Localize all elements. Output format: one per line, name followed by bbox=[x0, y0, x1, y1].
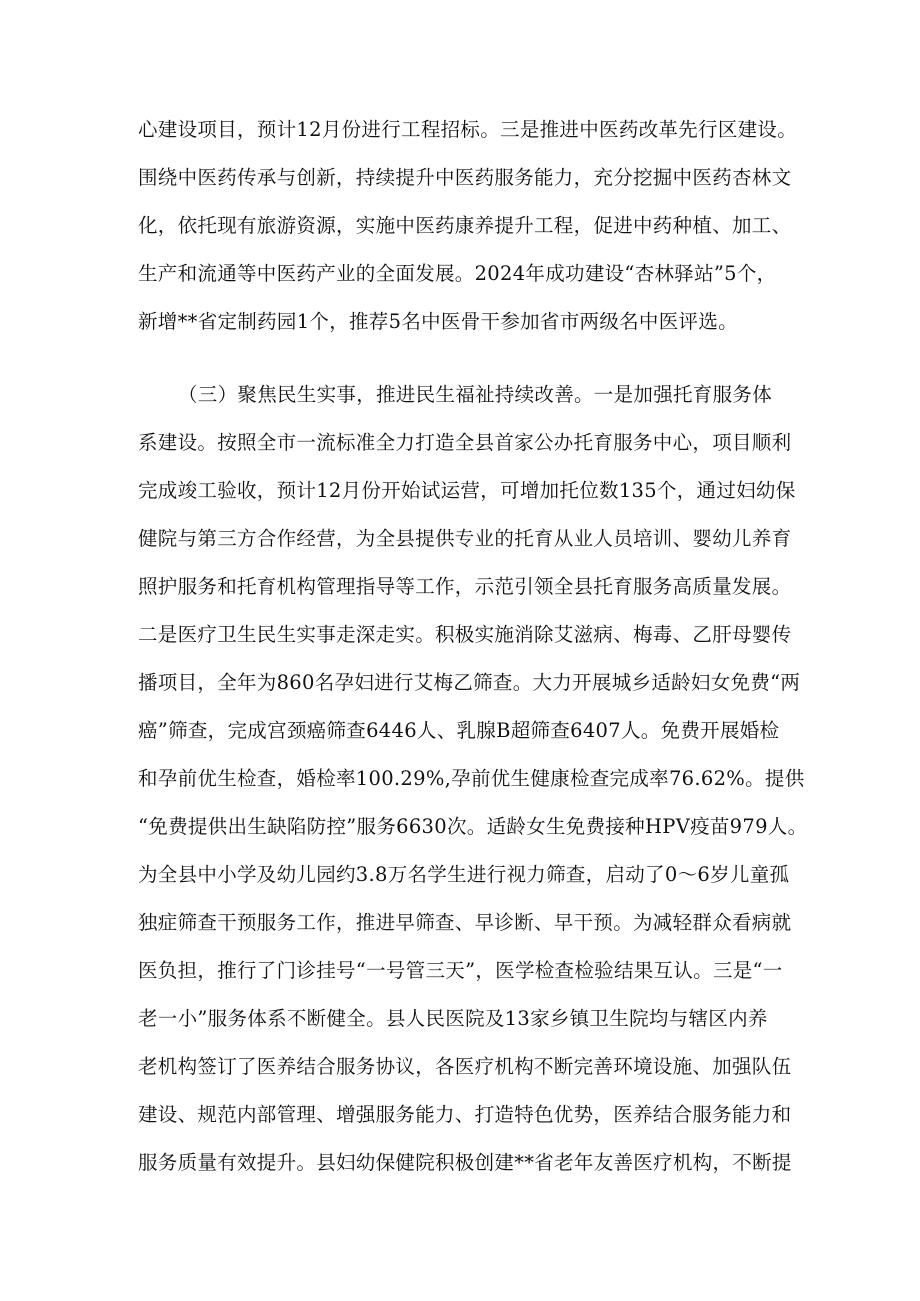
text-line: 完成竣工验收，预计12月份开始试运营，可增加托位数135个，通过妇幼保 bbox=[138, 479, 796, 502]
text-line: “免费提供出生缺陷防控”服务6630次。适龄女生免费接种HPV疫苗979人。 bbox=[138, 815, 808, 838]
text-line: 照护服务和托育机构管理指导等工作，示范引领全县托育服务高质量发展。 bbox=[138, 575, 792, 598]
text-line: 二是医疗卫生民生实事走深走实。积极实施消除艾滋病、梅毒、乙肝母婴传 bbox=[138, 623, 792, 646]
text-line: 服务质量有效提升。县妇幼保健院积极创建**省老年友善医疗机构，不断提 bbox=[138, 1151, 792, 1174]
text-line: 系建设。按照全市一流标准全力打造全县首家公办托育服务中心，项目顺利 bbox=[138, 431, 792, 454]
text-line: 医负担，推行了门诊挂号“一号管三天”，医学检查检验结果互认。三是“一 bbox=[138, 959, 783, 982]
text-line: 癌”筛查，完成宫颈癌筛查6446人、乳腺B超筛查6407人。免费开展婚检 bbox=[138, 719, 780, 742]
text-line: 生产和流通等中医药产业的全面发展。2024年成功建设“杏林驿站”5个， bbox=[138, 262, 777, 285]
text-line: 化，依托现有旅游资源，实施中医药康养提升工程，促进中药种植、加工、 bbox=[138, 214, 792, 237]
text-line: 播项目，全年为860名孕妇进行艾梅乙筛查。大力开展城乡适龄妇女免费“两 bbox=[138, 671, 801, 694]
text-line: 和孕前优生检查，婚检率100.29%,孕前优生健康检查完成率76.62%。提供 bbox=[138, 767, 805, 790]
text-line: 建设、规范内部管理、增强服务能力、打造特色优势，医养结合服务能力和 bbox=[138, 1103, 792, 1126]
text-line: 独症筛查干预服务工作，推进早筛查、早诊断、早干预。为减轻群众看病就 bbox=[138, 911, 792, 934]
text-line: 健院与第三方合作经营，为全县提供专业的托育从业人员培训、婴幼儿养育 bbox=[138, 527, 792, 550]
text-line: 为全县中小学及幼儿园约3.8万名学生进行视力筛查，启动了0～6岁儿童孤 bbox=[138, 863, 790, 886]
text-line: 新增**省定制药园1个，推荐5名中医骨干参加省市两级名中医评选。 bbox=[138, 310, 738, 333]
text-line: 围绕中医药传承与创新，持续提升中医药服务能力，充分挖掘中医药杏林文 bbox=[138, 166, 792, 189]
text-line: 老机构签订了医养结合服务协议，各医疗机构不断完善环境设施、加强队伍 bbox=[138, 1055, 792, 1078]
text-line: 老一小”服务体系不断健全。县人民医院及13家乡镇卫生院均与辖区内养 bbox=[138, 1007, 768, 1030]
text-line: 心建设项目，预计12月份进行工程招标。三是推进中医药改革先行区建设。 bbox=[138, 118, 798, 141]
section-heading-line: （三）聚焦民生实事，推进民生福祉持续改善。一是加强托育服务体 bbox=[178, 383, 773, 406]
